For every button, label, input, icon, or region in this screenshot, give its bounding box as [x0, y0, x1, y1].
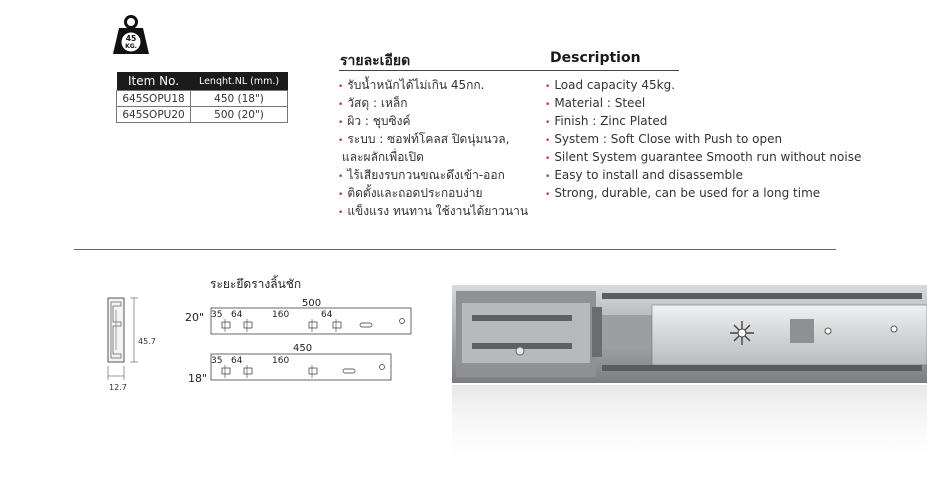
- profile-width-label: 12.7: [109, 383, 127, 392]
- list-item: [338, 202, 528, 220]
- rail-18-dim-35: 35: [211, 356, 223, 366]
- list-item: [545, 166, 861, 184]
- list-item-text: รับน้ำหนักได้ไม่เกิน 45กก.: [347, 78, 485, 92]
- list-item-text: ระบบ : ซอฟท์โคลส ปิดนุ่มนวล,: [347, 132, 510, 146]
- list-item: [545, 112, 861, 130]
- table-cell-length: 450 (18"): [191, 91, 288, 107]
- list-item-text: Load capacity 45kg.: [554, 78, 676, 92]
- list-item-text: แข็งแรง ทนทาน ใช้งานได้ยาวนาน: [347, 204, 529, 218]
- bullet-icon: •: [545, 190, 551, 200]
- table-cell-item: 645SOPU20: [117, 107, 191, 123]
- list-item-text: Strong, durable, can be used for a long time: [554, 186, 821, 200]
- rail-20-dim-64a: 64: [231, 310, 243, 320]
- list-item: [338, 94, 528, 112]
- bullet-icon: •: [545, 154, 551, 164]
- list-item: [545, 130, 861, 148]
- bullet-icon: •: [338, 190, 344, 200]
- list-item-text: ติดตั้งและถอดประกอบง่าย: [347, 186, 483, 200]
- list-item: [545, 94, 861, 112]
- list-item: [338, 76, 528, 94]
- thai-feature-list: [338, 76, 528, 220]
- rail-18-dim-160: 160: [272, 356, 290, 366]
- list-item-text: Material : Steel: [554, 96, 646, 110]
- english-feature-list: [545, 76, 861, 202]
- rail-profile-drawing: [100, 292, 170, 406]
- drawer-slide-photo: [452, 285, 927, 489]
- thai-details-heading: รายละเอียด: [340, 53, 411, 69]
- list-item: [338, 184, 528, 202]
- column-header-item-no: Item No.: [117, 72, 191, 91]
- weight-unit: KG.: [125, 43, 137, 50]
- bullet-icon: •: [545, 82, 551, 92]
- list-item: [545, 184, 861, 202]
- rail-hole-diagram: [180, 294, 420, 393]
- table-header-row: [117, 72, 288, 91]
- table-cell-item: 645SOPU18: [117, 91, 191, 107]
- list-item-text: Finish : Zinc Plated: [554, 114, 668, 128]
- bullet-icon: •: [338, 172, 344, 182]
- bullet-icon: •: [338, 118, 344, 128]
- list-item: [545, 76, 861, 94]
- table-row: [117, 107, 288, 123]
- table-row: [117, 91, 288, 107]
- bullet-icon: •: [545, 100, 551, 110]
- weight-icon: [112, 14, 150, 56]
- item-table: [116, 72, 288, 123]
- table-cell-length: 500 (20"): [191, 107, 288, 123]
- list-item: [338, 112, 528, 130]
- bullet-icon: •: [338, 100, 344, 110]
- rail-20-label: 20": [185, 311, 205, 324]
- rail-mounting-heading: ระยะยึดรางลิ้นชัก: [210, 277, 302, 291]
- list-item-text: ไร้เสียงรบกวนขณะดึงเข้า-ออก: [347, 168, 505, 182]
- bullet-icon: •: [545, 118, 551, 128]
- list-item: [545, 148, 861, 166]
- rail-20-total-label: 500: [302, 298, 322, 309]
- weight-value: 45: [125, 34, 137, 43]
- list-item: [338, 130, 528, 148]
- bullet-icon: •: [545, 172, 551, 182]
- profile-height-label: 45.7: [138, 337, 156, 346]
- list-item-text: ผิว : ชุบซิงค์: [347, 114, 411, 128]
- column-header-length: Lenqht.NL (mm.): [191, 72, 288, 91]
- list-item-text: Easy to install and disassemble: [554, 168, 743, 182]
- rail-18-label: 18": [188, 372, 208, 385]
- list-item-text: Silent System guarantee Smooth run without noise: [554, 150, 862, 164]
- list-item: [338, 166, 528, 184]
- description-heading: Description: [550, 50, 641, 66]
- rail-20-dim-64b: 64: [321, 310, 333, 320]
- list-item-text: วัสดุ : เหล็ก: [347, 96, 408, 110]
- bullet-icon: •: [338, 82, 344, 92]
- rail-20-dim-35: 35: [211, 310, 223, 320]
- rail-18-dim-64: 64: [231, 356, 243, 366]
- list-item-text: System : Soft Close with Push to open: [554, 132, 783, 146]
- bullet-icon: •: [545, 136, 551, 146]
- list-item-text: และผลักเพื่อเปิด: [342, 150, 424, 164]
- rail-18-total-label: 450: [293, 343, 313, 354]
- heading-divider: [339, 70, 679, 71]
- rail-20-dim-160: 160: [272, 310, 290, 320]
- bullet-icon: •: [338, 208, 344, 218]
- section-divider: [74, 249, 836, 250]
- list-item: [338, 148, 528, 166]
- bullet-icon: •: [338, 136, 344, 146]
